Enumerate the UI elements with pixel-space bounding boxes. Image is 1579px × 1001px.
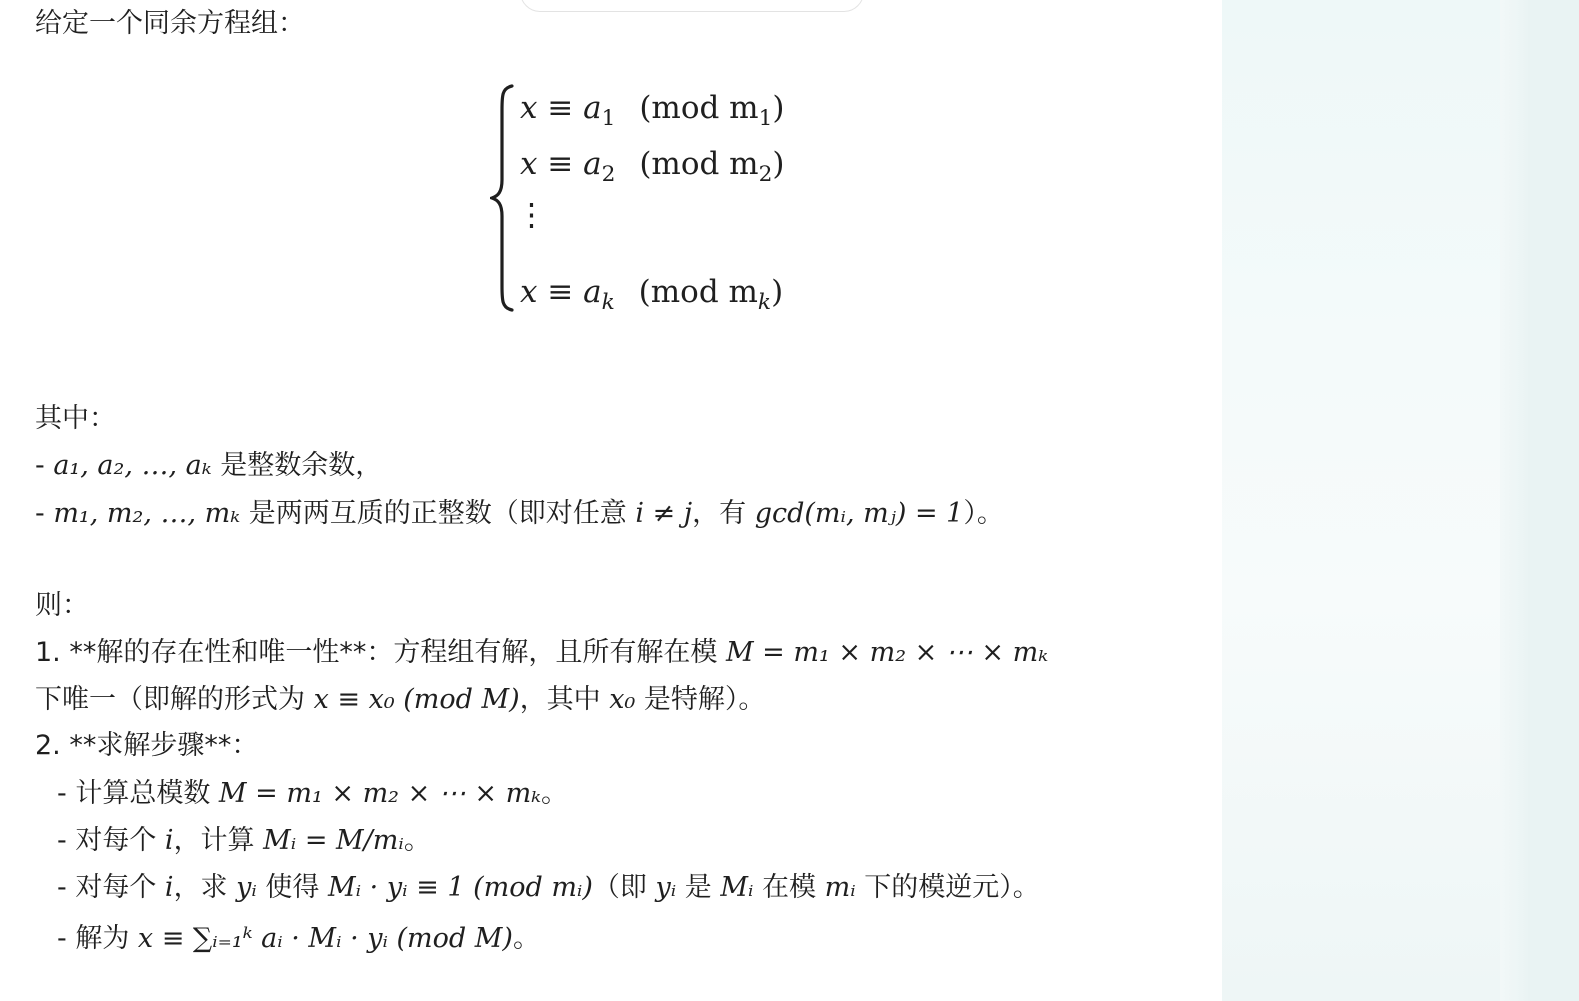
step-3: - 对每个 i，求 yᵢ 使得 Mᵢ · yᵢ ≡ 1 (mod mᵢ)（即 yᵢ 是 Mᵢ 在模 mᵢ 下的模逆元）。 (57, 872, 1040, 903)
right-edge-panel (1528, 0, 1579, 1001)
step-4: - 解为 x ≡ ∑ᵢ₌₁ᵏ aᵢ · Mᵢ · yᵢ (mod M)。 (57, 923, 540, 954)
then-label: 则： (35, 590, 89, 621)
congruence-system (490, 80, 830, 320)
equation-k: $x \equiv a_k$ (mod $m_k$) (520, 274, 784, 316)
equation-2: $x \equiv a_2$ (mod $m_2$) (520, 146, 785, 188)
bullet-moduli: - m₁, m₂, …, mₖ 是两两互质的正整数（即对任意 i ≠ j，有 gcd(mᵢ, mⱼ) = 1）。 (35, 498, 1004, 529)
step-1: - 计算总模数 M = m₁ × m₂ × ⋯ × mₖ。 (57, 778, 569, 809)
item-2: 2. **求解步骤**： (35, 730, 259, 761)
where-label: 其中： (35, 403, 116, 434)
item-1: 1. **解的存在性和唯一性**：方程组有解，且所有解在模 M = m₁ × m₂ × ⋯ × mₖ (35, 637, 1049, 668)
step-2: - 对每个 i，计算 Mᵢ = M/mᵢ。 (57, 825, 431, 856)
vertical-dots: ⋮ (516, 197, 547, 233)
item-1-continued: 下唯一（即解的形式为 x ≡ x₀ (mod M)，其中 x₀ 是特解）。 (35, 684, 766, 715)
equation-1: $x \equiv a_1$ (mod $m_1$) (520, 90, 785, 132)
intro-text: 给定一个同余方程组： (35, 8, 305, 39)
panel-divider (1500, 0, 1528, 1001)
bullet-remainders: - a₁, a₂, …, aₖ 是整数余数， (35, 450, 383, 481)
top-toolbar-pill[interactable] (520, 0, 864, 12)
